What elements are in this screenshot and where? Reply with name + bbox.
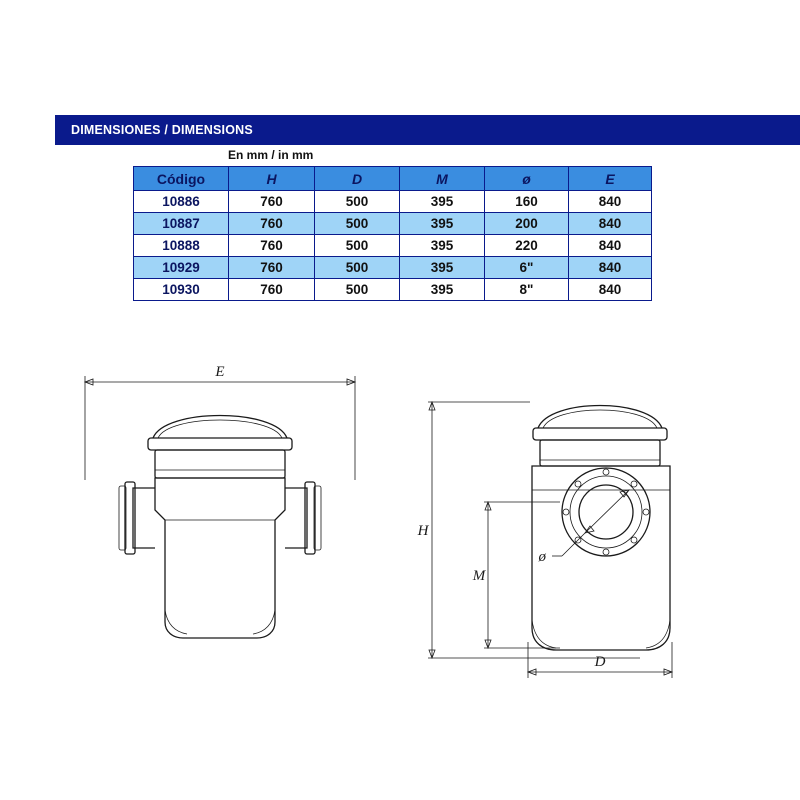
cell-diameter: 6" (485, 257, 569, 279)
table-row (134, 257, 652, 279)
column-header-d: D (315, 167, 400, 191)
dimensions-table-wrap (133, 166, 651, 301)
cell-m: 395 (400, 279, 485, 301)
port-flange (538, 468, 651, 565)
cell-d: 500 (315, 235, 400, 257)
dimension-label-m: M (472, 568, 486, 584)
table-row (134, 279, 652, 301)
cell-codigo: 10929 (134, 257, 229, 279)
cell-diameter: 160 (485, 191, 569, 213)
cell-codigo: 10888 (134, 235, 229, 257)
cell-d: 500 (315, 213, 400, 235)
section-header-bar (55, 115, 800, 145)
cell-m: 395 (400, 191, 485, 213)
cell-codigo: 10887 (134, 213, 229, 235)
cell-h: 760 (229, 235, 315, 257)
dimension-label-e: E (215, 364, 225, 380)
dimension-m (472, 502, 560, 648)
dimension-label-h: H (417, 523, 429, 539)
cell-d: 500 (315, 257, 400, 279)
cell-e: 840 (569, 279, 652, 301)
dimensions-table (133, 166, 652, 301)
dimension-label-d: D (594, 654, 606, 670)
cell-d: 500 (315, 191, 400, 213)
dimension-e (85, 364, 355, 480)
cell-e: 840 (569, 191, 652, 213)
cell-m: 395 (400, 257, 485, 279)
column-header-e: E (569, 167, 652, 191)
vessel-side-body (532, 406, 670, 651)
cell-codigo: 10886 (134, 191, 229, 213)
front-view-drawing (55, 360, 385, 675)
page-title: DIMENSIONES / DIMENSIONS (71, 123, 253, 137)
column-header-m: M (400, 167, 485, 191)
vessel-front-body (119, 416, 321, 639)
table-row (134, 213, 652, 235)
cell-h: 760 (229, 191, 315, 213)
cell-diameter: 220 (485, 235, 569, 257)
cell-diameter: 8" (485, 279, 569, 301)
column-header-diameter: ø (485, 167, 569, 191)
side-view-drawing (410, 380, 740, 715)
units-note: En mm / in mm (228, 148, 314, 162)
dimension-label-port-diameter: ø (538, 549, 546, 565)
cell-m: 395 (400, 235, 485, 257)
table-row (134, 191, 652, 213)
cell-e: 840 (569, 257, 652, 279)
cell-m: 395 (400, 213, 485, 235)
cell-e: 840 (569, 235, 652, 257)
table-row (134, 235, 652, 257)
cell-h: 760 (229, 257, 315, 279)
cell-diameter: 200 (485, 213, 569, 235)
table-header-row (134, 167, 652, 191)
cell-h: 760 (229, 279, 315, 301)
column-header-codigo: Código (134, 167, 229, 191)
cell-codigo: 10930 (134, 279, 229, 301)
column-header-h: H (229, 167, 315, 191)
cell-h: 760 (229, 213, 315, 235)
cell-e: 840 (569, 213, 652, 235)
cell-d: 500 (315, 279, 400, 301)
